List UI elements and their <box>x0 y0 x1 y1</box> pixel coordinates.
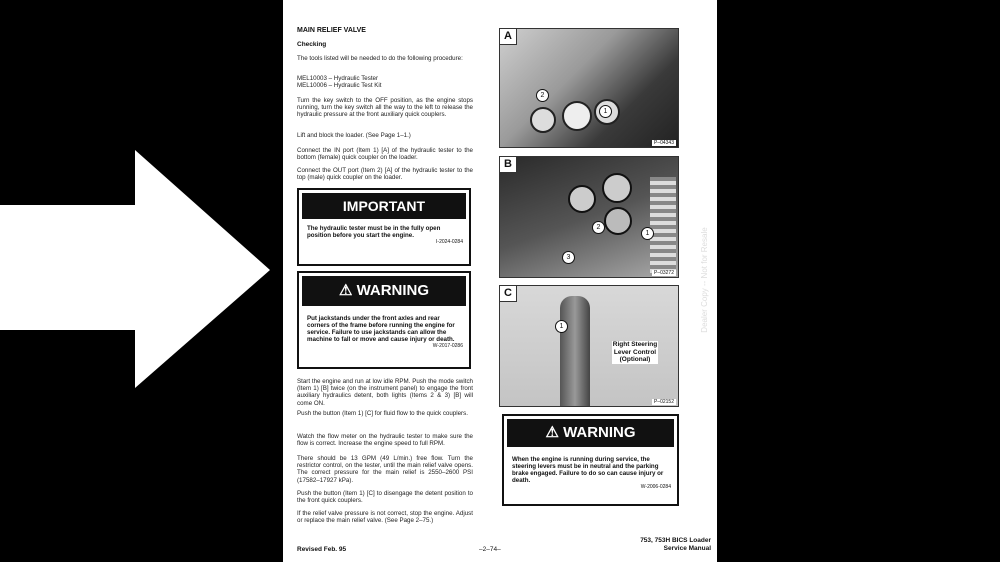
paragraph: Connect the IN port (Item 1) [A] of the hydraulic tester to the bottom (female) quick coupler on the loader. <box>297 147 473 162</box>
callout-1: 1 <box>641 227 654 240</box>
paragraph: Lift and block the loader. (See Page 1–1.) <box>297 132 411 139</box>
paragraph: There should be 13 GPM (49 L/min.) free flow. Turn the restrictor control, on the tester, until the main relief valve opens. The correct pressure for the main relief is 2550–2600 PSI (17582–17927 kPa). <box>297 455 473 484</box>
figure-label: B <box>500 157 517 173</box>
warning-box <box>502 414 679 506</box>
section-title: MAIN RELIEF VALVE <box>297 27 366 34</box>
figure-code: P–04343 <box>653 140 674 146</box>
footer-left: Revised Feb. 95 <box>297 546 347 553</box>
manual-page <box>283 0 717 562</box>
figure-code: P–03272 <box>653 270 674 276</box>
paragraph: Turn the key switch to the OFF position, as the engine stops running, turn the key switch all the way to the left to release the hydraulic pressure at the front auxiliary quick couplers. <box>297 97 473 119</box>
page-number: –2–74– <box>479 546 501 553</box>
figure-label: A <box>500 29 517 45</box>
footer-right-subtitle: Service Manual <box>663 545 711 552</box>
gauge <box>568 185 596 213</box>
gauge <box>562 101 592 131</box>
warning-header <box>302 276 466 306</box>
gauge <box>530 107 556 133</box>
warning-code: W-2006-0284 <box>640 484 671 490</box>
paragraph: Start the engine and run at low idle RPM. Push the mode switch (Item 1) [B] twice (on the instrument panel) to engage the front auxiliary hydraulics detent, both lights (Items 2 & 3) [B] will come ON. <box>297 378 473 407</box>
warning-triangle-icon: ⚠ <box>545 424 564 441</box>
callout-3: 3 <box>562 251 575 264</box>
warning-text: Put jackstands under the front axles and rear corners of the frame before running the engine for service. Failure to use jackstands can allow the machine to fall or move and cause injury or death. <box>307 315 455 343</box>
important-code: I-2024-0284 <box>436 239 463 245</box>
paragraph: Push the button (Item 1) [C] for fluid flow to the quick couplers. <box>297 410 468 417</box>
gauge <box>604 207 632 235</box>
subtitle: Checking <box>297 41 327 48</box>
tool-item: MEL10003 – Hydraulic Tester <box>297 75 379 82</box>
gauge <box>602 173 632 203</box>
figure-caption: Right Steering Lever Control (Optional) <box>612 341 658 363</box>
paragraph: Watch the flow meter on the hydraulic tester to make sure the flow is correct. Increase the engine speed to full RPM. <box>297 433 473 448</box>
paragraph: The tools listed will be needed to do the following procedure: <box>297 55 463 62</box>
important-box <box>297 188 471 266</box>
footer-right-title: 753, 753H BICS Loader <box>640 537 711 544</box>
warning-title: WARNING <box>563 424 636 441</box>
figure-code: P–02152 <box>653 399 674 405</box>
arrow-right-icon <box>0 150 275 410</box>
grille <box>650 177 676 273</box>
paragraph: Connect the OUT port (Item 2) [A] of the hydraulic tester to the top (male) quick coupler on the loader. <box>297 167 473 182</box>
warning-header <box>507 419 674 447</box>
side-watermark-text: Dealer Copy -- Not for Resale <box>700 227 709 333</box>
warning-box <box>297 271 471 369</box>
callout-1: 1 <box>555 320 568 333</box>
warning-code: W-2017-0286 <box>432 343 463 349</box>
figure-b <box>499 156 679 278</box>
figure-label: C <box>500 286 517 302</box>
important-title: IMPORTANT <box>302 193 466 219</box>
warning-triangle-icon: ⚠ <box>338 282 357 299</box>
figure-a <box>499 28 679 148</box>
callout-2: 2 <box>592 221 605 234</box>
figure-c <box>499 285 679 407</box>
callout-2: 2 <box>536 89 549 102</box>
steering-lever <box>560 296 590 406</box>
paragraph: If the relief valve pressure is not correct, stop the engine. Adjust or replace the main relief valve. (See Page 2–75.) <box>297 510 473 525</box>
important-text: The hydraulic tester must be in the fully open position before you start the engine. <box>307 225 441 239</box>
warning-text: When the engine is running during service, the steering levers must be in neutral and the parking brake engaged. Failure to do so can cause injury or death. <box>512 456 664 484</box>
warning-title: WARNING <box>356 282 430 299</box>
tool-item: MEL10006 – Hydraulic Test Kit <box>297 82 382 89</box>
callout-1: 1 <box>599 105 612 118</box>
side-watermark <box>700 200 714 360</box>
paragraph: Push the button (Item 1) [C] to disengage the detent position to the front quick couplers. <box>297 490 473 505</box>
